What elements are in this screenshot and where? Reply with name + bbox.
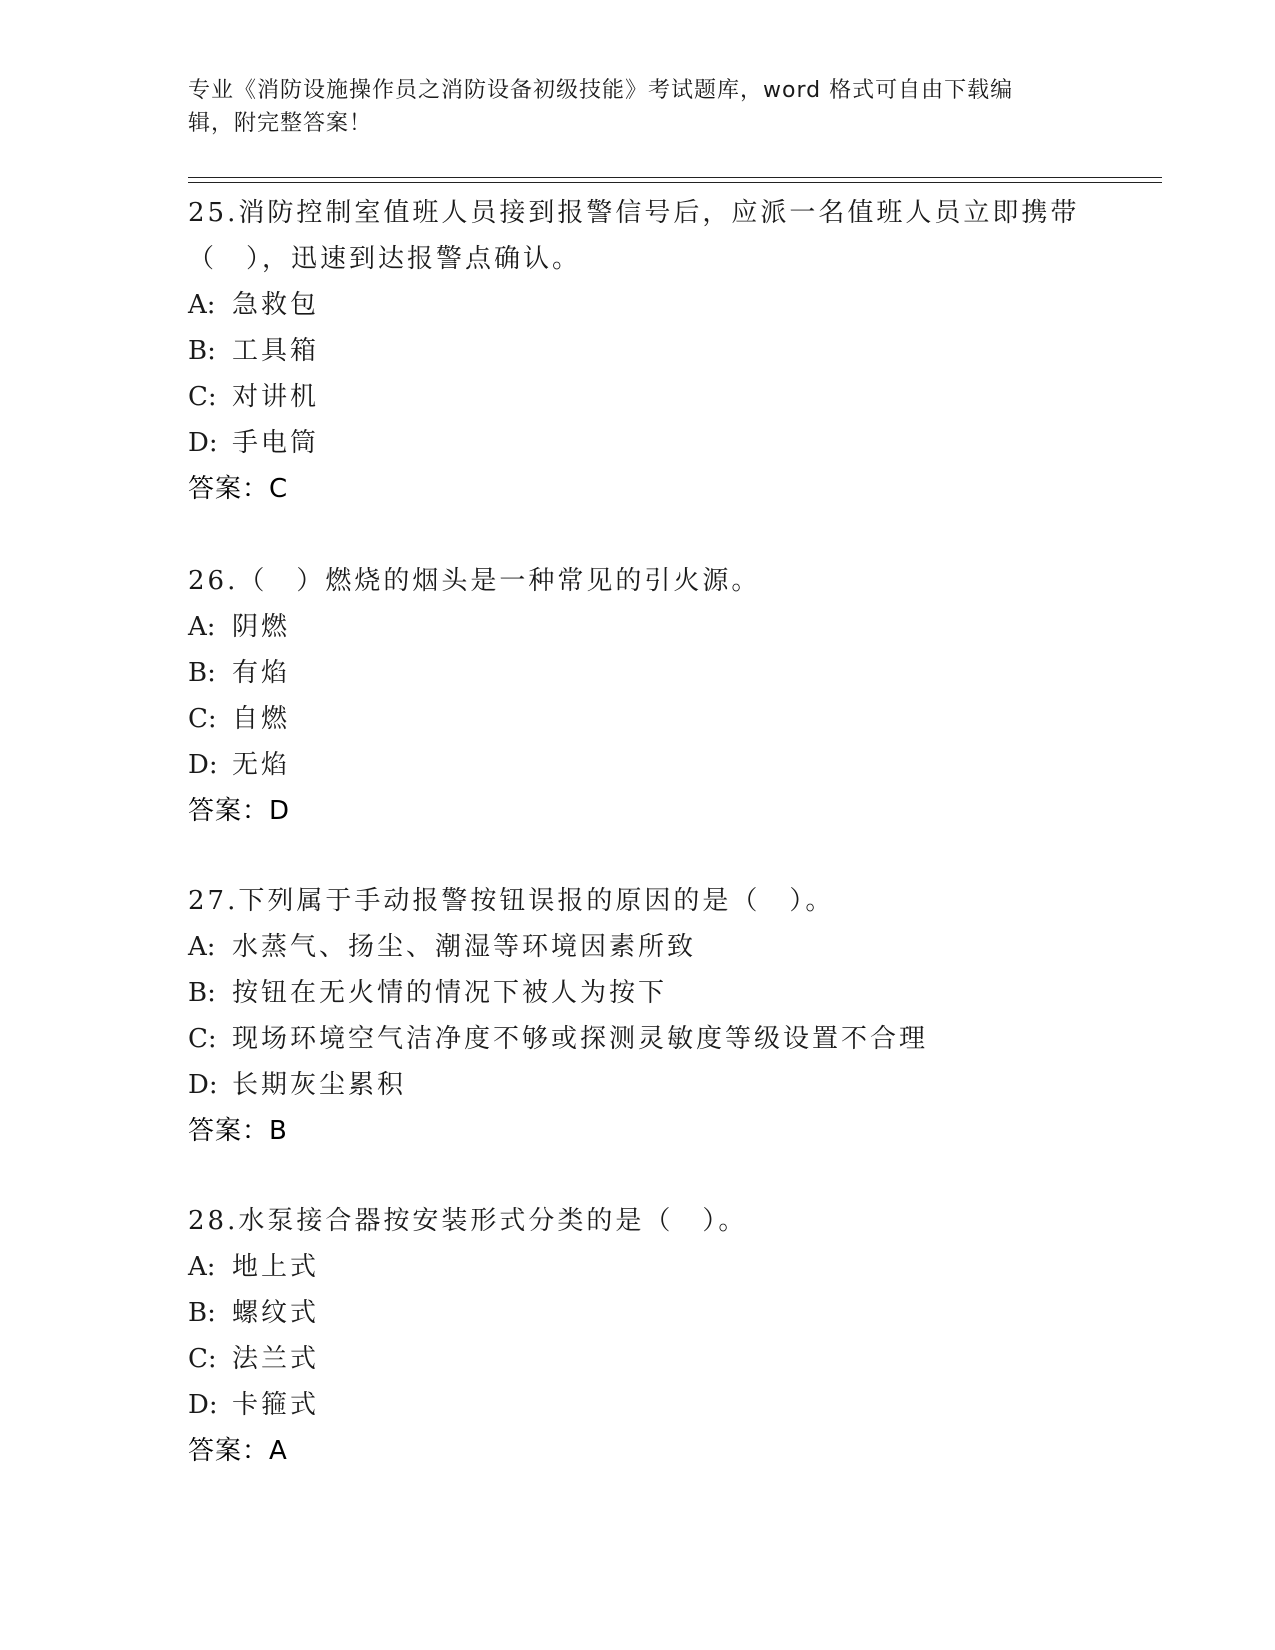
option-d (188, 1382, 1088, 1428)
option-c (188, 696, 1088, 742)
option-text: 长期灰尘累积 (232, 1070, 407, 1100)
option-text: 螺纹式 (232, 1298, 320, 1328)
option-letter: C: (188, 704, 217, 734)
answer-value: C (269, 474, 288, 504)
answer-line (188, 788, 1088, 834)
answer-line (188, 1108, 1088, 1154)
answer-value: A (269, 1436, 287, 1466)
answer-label: 答案： (188, 796, 270, 826)
header-divider-top (188, 177, 1162, 178)
option-letter: D: (188, 1070, 218, 1100)
option-d (188, 1062, 1088, 1108)
option-a (188, 1244, 1088, 1290)
option-letter: A: (188, 612, 216, 642)
answer-value: B (269, 1116, 287, 1146)
question-28 (188, 1198, 1088, 1474)
question-stem: 26.（ ）燃烧的烟头是一种常见的引火源。 (188, 566, 761, 596)
option-letter: A: (188, 290, 216, 320)
question-stem: 25.消防控制室值班人员接到报警信号后，应派一名值班人员立即携带 (188, 198, 1080, 228)
option-letter: A: (188, 932, 216, 962)
option-text: 有焰 (232, 658, 291, 688)
question-25 (188, 190, 1088, 512)
question-stem-continued: （ ），迅速到达报警点确认。 (188, 244, 582, 274)
header-note (188, 74, 1088, 140)
option-b (188, 328, 1088, 374)
option-letter: B: (188, 978, 216, 1008)
option-letter: D: (188, 750, 218, 780)
option-text: 阴燃 (232, 612, 291, 642)
option-letter: A: (188, 1252, 216, 1282)
option-a (188, 604, 1088, 650)
option-c (188, 1336, 1088, 1382)
option-c (188, 1016, 1088, 1062)
answer-label: 答案： (188, 1116, 270, 1146)
option-text: 手电筒 (232, 428, 320, 458)
option-letter: D: (188, 428, 218, 458)
question-26 (188, 558, 1088, 834)
option-d (188, 742, 1088, 788)
header-divider-bottom (188, 182, 1162, 183)
option-text: 水蒸气、扬尘、潮湿等环境因素所致 (232, 932, 697, 962)
question-stem: 27.下列属于手动报警按钮误报的原因的是（ ）。 (188, 886, 835, 916)
option-b (188, 650, 1088, 696)
question-stem: 28.水泵接合器按安装形式分类的是（ ）。 (188, 1206, 748, 1236)
option-letter: B: (188, 336, 216, 366)
option-text: 对讲机 (232, 382, 320, 412)
answer-value: D (269, 796, 290, 826)
option-letter: B: (188, 658, 216, 688)
option-b (188, 1290, 1088, 1336)
option-a (188, 282, 1088, 328)
option-letter: C: (188, 1344, 217, 1374)
option-text: 无焰 (232, 750, 291, 780)
option-c (188, 374, 1088, 420)
option-a (188, 924, 1088, 970)
option-text: 卡箍式 (232, 1390, 320, 1420)
option-d (188, 420, 1088, 466)
option-text: 地上式 (232, 1252, 320, 1282)
option-text: 按钮在无火情的情况下被人为按下 (232, 978, 668, 1008)
option-text: 法兰式 (232, 1344, 320, 1374)
option-letter: C: (188, 382, 217, 412)
option-b (188, 970, 1088, 1016)
answer-line (188, 1428, 1088, 1474)
option-letter: D: (188, 1390, 218, 1420)
option-letter: C: (188, 1024, 217, 1054)
answer-label: 答案： (188, 1436, 270, 1466)
option-letter: B: (188, 1298, 216, 1328)
option-text: 工具箱 (232, 336, 320, 366)
answer-line (188, 466, 1088, 512)
answer-label: 答案： (188, 474, 270, 504)
option-text: 自燃 (232, 704, 291, 734)
option-text: 急救包 (232, 290, 320, 320)
question-27 (188, 878, 1088, 1154)
header-note-line-2: 辑，附完整答案！ (188, 111, 373, 136)
header-note-line-1: 专业《消防设施操作员之消防设备初级技能》考试题库，word 格式可自由下载编 (188, 78, 1014, 103)
option-text: 现场环境空气洁净度不够或探测灵敏度等级设置不合理 (232, 1024, 929, 1054)
